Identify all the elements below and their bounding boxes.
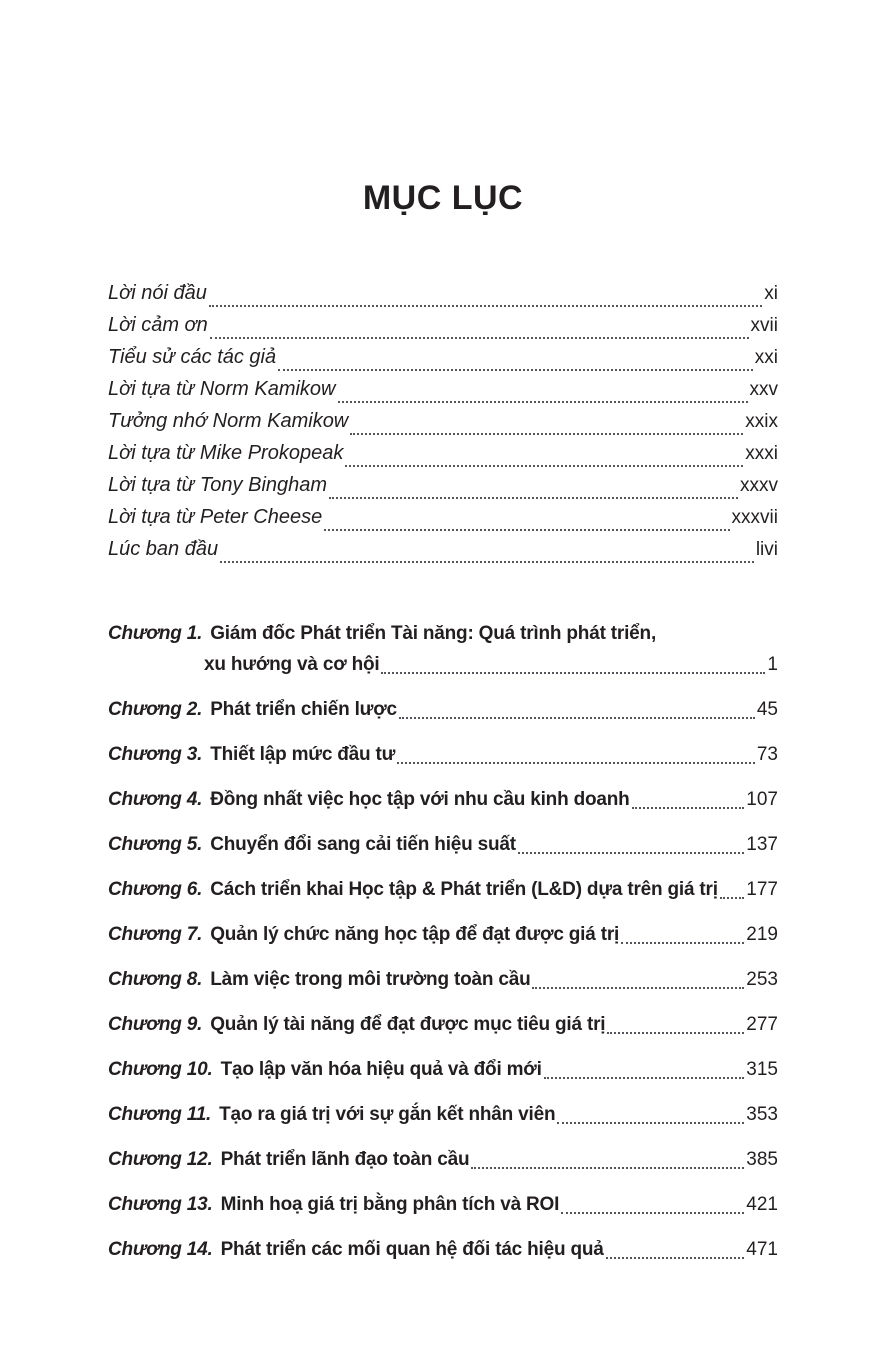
page-title: MỤC LỤC: [362, 179, 524, 217]
toc-entry-page: xxv: [749, 379, 778, 400]
chapter-line-continuation: [204, 649, 778, 680]
toc-entry-page: xxix: [745, 411, 778, 432]
chapter-label: Chương 6.: [108, 879, 203, 900]
dot-leader: [607, 1032, 744, 1034]
dot-leader: [278, 369, 753, 371]
chapter-row: [108, 1144, 778, 1175]
toc-entry-row: [108, 282, 778, 314]
toc-entry-page: xxxv: [740, 475, 778, 496]
chapter-label: Chương 1.: [108, 623, 203, 644]
toc-entry-title: Tưởng nhớ Norm Kamikow: [108, 410, 349, 432]
chapter-line: [108, 1189, 778, 1220]
dot-leader: [381, 672, 765, 674]
chapter-line: [108, 1054, 778, 1085]
dot-leader: [329, 497, 738, 499]
chapter-page: 277: [746, 1014, 778, 1035]
chapter-line: [108, 618, 778, 649]
dot-leader: [399, 717, 755, 719]
chapter-row: [108, 618, 778, 680]
chapter-title: Đồng nhất việc học tập với nhu cầu kinh doanh: [210, 789, 630, 810]
chapter-page: 421: [746, 1194, 778, 1215]
chapter-row: [108, 829, 778, 860]
chapter-label: Chương 7.: [108, 924, 203, 945]
chapters-section: [108, 618, 778, 1265]
dot-leader: [210, 337, 749, 339]
chapter-title: Cách triển khai Học tập & Phát triển (L&D) dựa trên giá trị: [210, 879, 718, 900]
dot-leader: [338, 401, 748, 403]
toc-entry-row: [108, 346, 778, 378]
toc-content: [108, 176, 778, 1265]
chapter-row: [108, 1099, 778, 1130]
toc-entry-title: Tiểu sử các tác giả: [108, 346, 277, 368]
chapter-page: 137: [746, 834, 778, 855]
chapter-label: Chương 10.: [108, 1059, 213, 1080]
dot-leader: [544, 1077, 745, 1079]
chapter-line: [108, 694, 778, 725]
chapter-label: Chương 5.: [108, 834, 203, 855]
dot-leader: [345, 465, 743, 467]
toc-entry-row: [108, 474, 778, 506]
dot-leader: [324, 529, 729, 531]
toc-entry-page: xxxvii: [731, 507, 778, 528]
toc-entry-row: [108, 410, 778, 442]
chapter-label: Chương 3.: [108, 744, 203, 765]
chapter-title: Phát triển các mối quan hệ đối tác hiệu quả: [220, 1239, 604, 1260]
toc-entry-page: livi: [755, 539, 778, 560]
chapter-page: 353: [746, 1104, 778, 1125]
chapter-page: 177: [746, 879, 778, 900]
dot-leader: [518, 852, 744, 854]
chapter-label: Chương 9.: [108, 1014, 203, 1035]
toc-entry-title: Lúc ban đầu: [108, 538, 219, 560]
chapter-line: [108, 784, 778, 815]
chapter-row: [108, 919, 778, 950]
chapter-line: [108, 829, 778, 860]
toc-entry-title: Lời tựa từ Mike Prokopeak: [108, 442, 344, 464]
chapter-row: [108, 1009, 778, 1040]
chapter-label: Chương 8.: [108, 969, 203, 990]
chapter-row: [108, 874, 778, 905]
chapter-page: 219: [746, 924, 778, 945]
dot-leader: [720, 897, 744, 899]
chapter-page: 315: [746, 1059, 778, 1080]
chapter-page: 73: [756, 744, 778, 765]
toc-entry-page: xxxi: [745, 443, 778, 464]
chapter-page: 253: [746, 969, 778, 990]
dot-leader: [209, 305, 762, 307]
chapter-label: Chương 2.: [108, 699, 203, 720]
chapter-label: Chương 4.: [108, 789, 203, 810]
dot-leader: [397, 762, 755, 764]
front-matter-section: [108, 282, 778, 570]
toc-entry-row: [108, 378, 778, 410]
toc-entry-title: Lời tựa từ Tony Bingham: [108, 474, 328, 496]
chapter-row: [108, 1189, 778, 1220]
chapter-row: [108, 1234, 778, 1265]
chapter-title: Tạo lập văn hóa hiệu quả và đổi mới: [220, 1059, 542, 1080]
toc-entry-page: xxi: [754, 347, 778, 368]
chapter-label: Chương 11.: [108, 1104, 212, 1125]
chapter-row: [108, 1054, 778, 1085]
toc-entry-title: Lời tựa từ Norm Kamikow: [108, 378, 336, 400]
chapter-title: Quản lý tài năng để đạt được mục tiêu giá trị: [210, 1014, 606, 1035]
chapter-row: [108, 694, 778, 725]
chapter-line: [108, 739, 778, 770]
chapter-line: [108, 1234, 778, 1265]
dot-leader: [606, 1257, 745, 1259]
dot-leader: [557, 1122, 744, 1124]
dot-leader: [471, 1167, 744, 1169]
chapter-title: Phát triển chiến lược: [210, 699, 397, 720]
toc-entry-page: xvii: [750, 315, 778, 336]
chapter-page: 45: [756, 699, 778, 720]
chapter-page: 1: [767, 654, 778, 675]
chapter-title: Phát triển lãnh đạo toàn cầu: [220, 1149, 470, 1170]
toc-entry-row: [108, 538, 778, 570]
toc-entry-row: [108, 506, 778, 538]
chapter-label: Chương 12.: [108, 1149, 213, 1170]
chapter-line: [108, 919, 778, 950]
toc-entry-title: Lời tựa từ Peter Cheese: [108, 506, 323, 528]
chapter-row: [108, 784, 778, 815]
toc-entry-row: [108, 442, 778, 474]
chapter-row: [108, 964, 778, 995]
chapter-line: [108, 1009, 778, 1040]
toc-entry-page: xi: [764, 283, 778, 304]
chapter-page: 471: [746, 1239, 778, 1260]
dot-leader: [350, 433, 743, 435]
chapter-line: [108, 1099, 778, 1130]
toc-entry-title: Lời nói đầu: [108, 282, 207, 304]
chapter-title: Chuyển đổi sang cải tiến hiệu suất: [210, 834, 516, 855]
chapter-line: [108, 874, 778, 905]
chapter-title: Quản lý chức năng học tập để đạt được giá trị: [210, 924, 620, 945]
chapter-page: 385: [746, 1149, 778, 1170]
dot-leader: [220, 561, 754, 563]
chapter-label: Chương 14.: [108, 1239, 213, 1260]
chapter-title: Minh hoạ giá trị bằng phân tích và ROI: [220, 1194, 560, 1215]
chapter-line: [108, 1144, 778, 1175]
chapter-page: 107: [746, 789, 778, 810]
chapter-title: Làm việc trong môi trường toàn cầu: [210, 969, 531, 990]
chapter-title: Tạo ra giá trị với sự gắn kết nhân viên: [219, 1104, 556, 1125]
toc-entry-row: [108, 314, 778, 346]
dot-leader: [561, 1212, 744, 1214]
toc-entry-title: Lời cảm ơn: [108, 314, 208, 336]
chapter-title-continuation: xu hướng và cơ hội: [204, 654, 380, 675]
chapter-label: Chương 13.: [108, 1194, 213, 1215]
chapter-title: Giám đốc Phát triển Tài năng: Quá trình phát triển,: [210, 623, 657, 644]
dot-leader: [532, 987, 744, 989]
chapter-row: [108, 739, 778, 770]
chapter-title: Thiết lập mức đầu tư: [210, 744, 396, 765]
dot-leader: [621, 942, 744, 944]
chapter-line: [108, 964, 778, 995]
dot-leader: [632, 807, 745, 809]
